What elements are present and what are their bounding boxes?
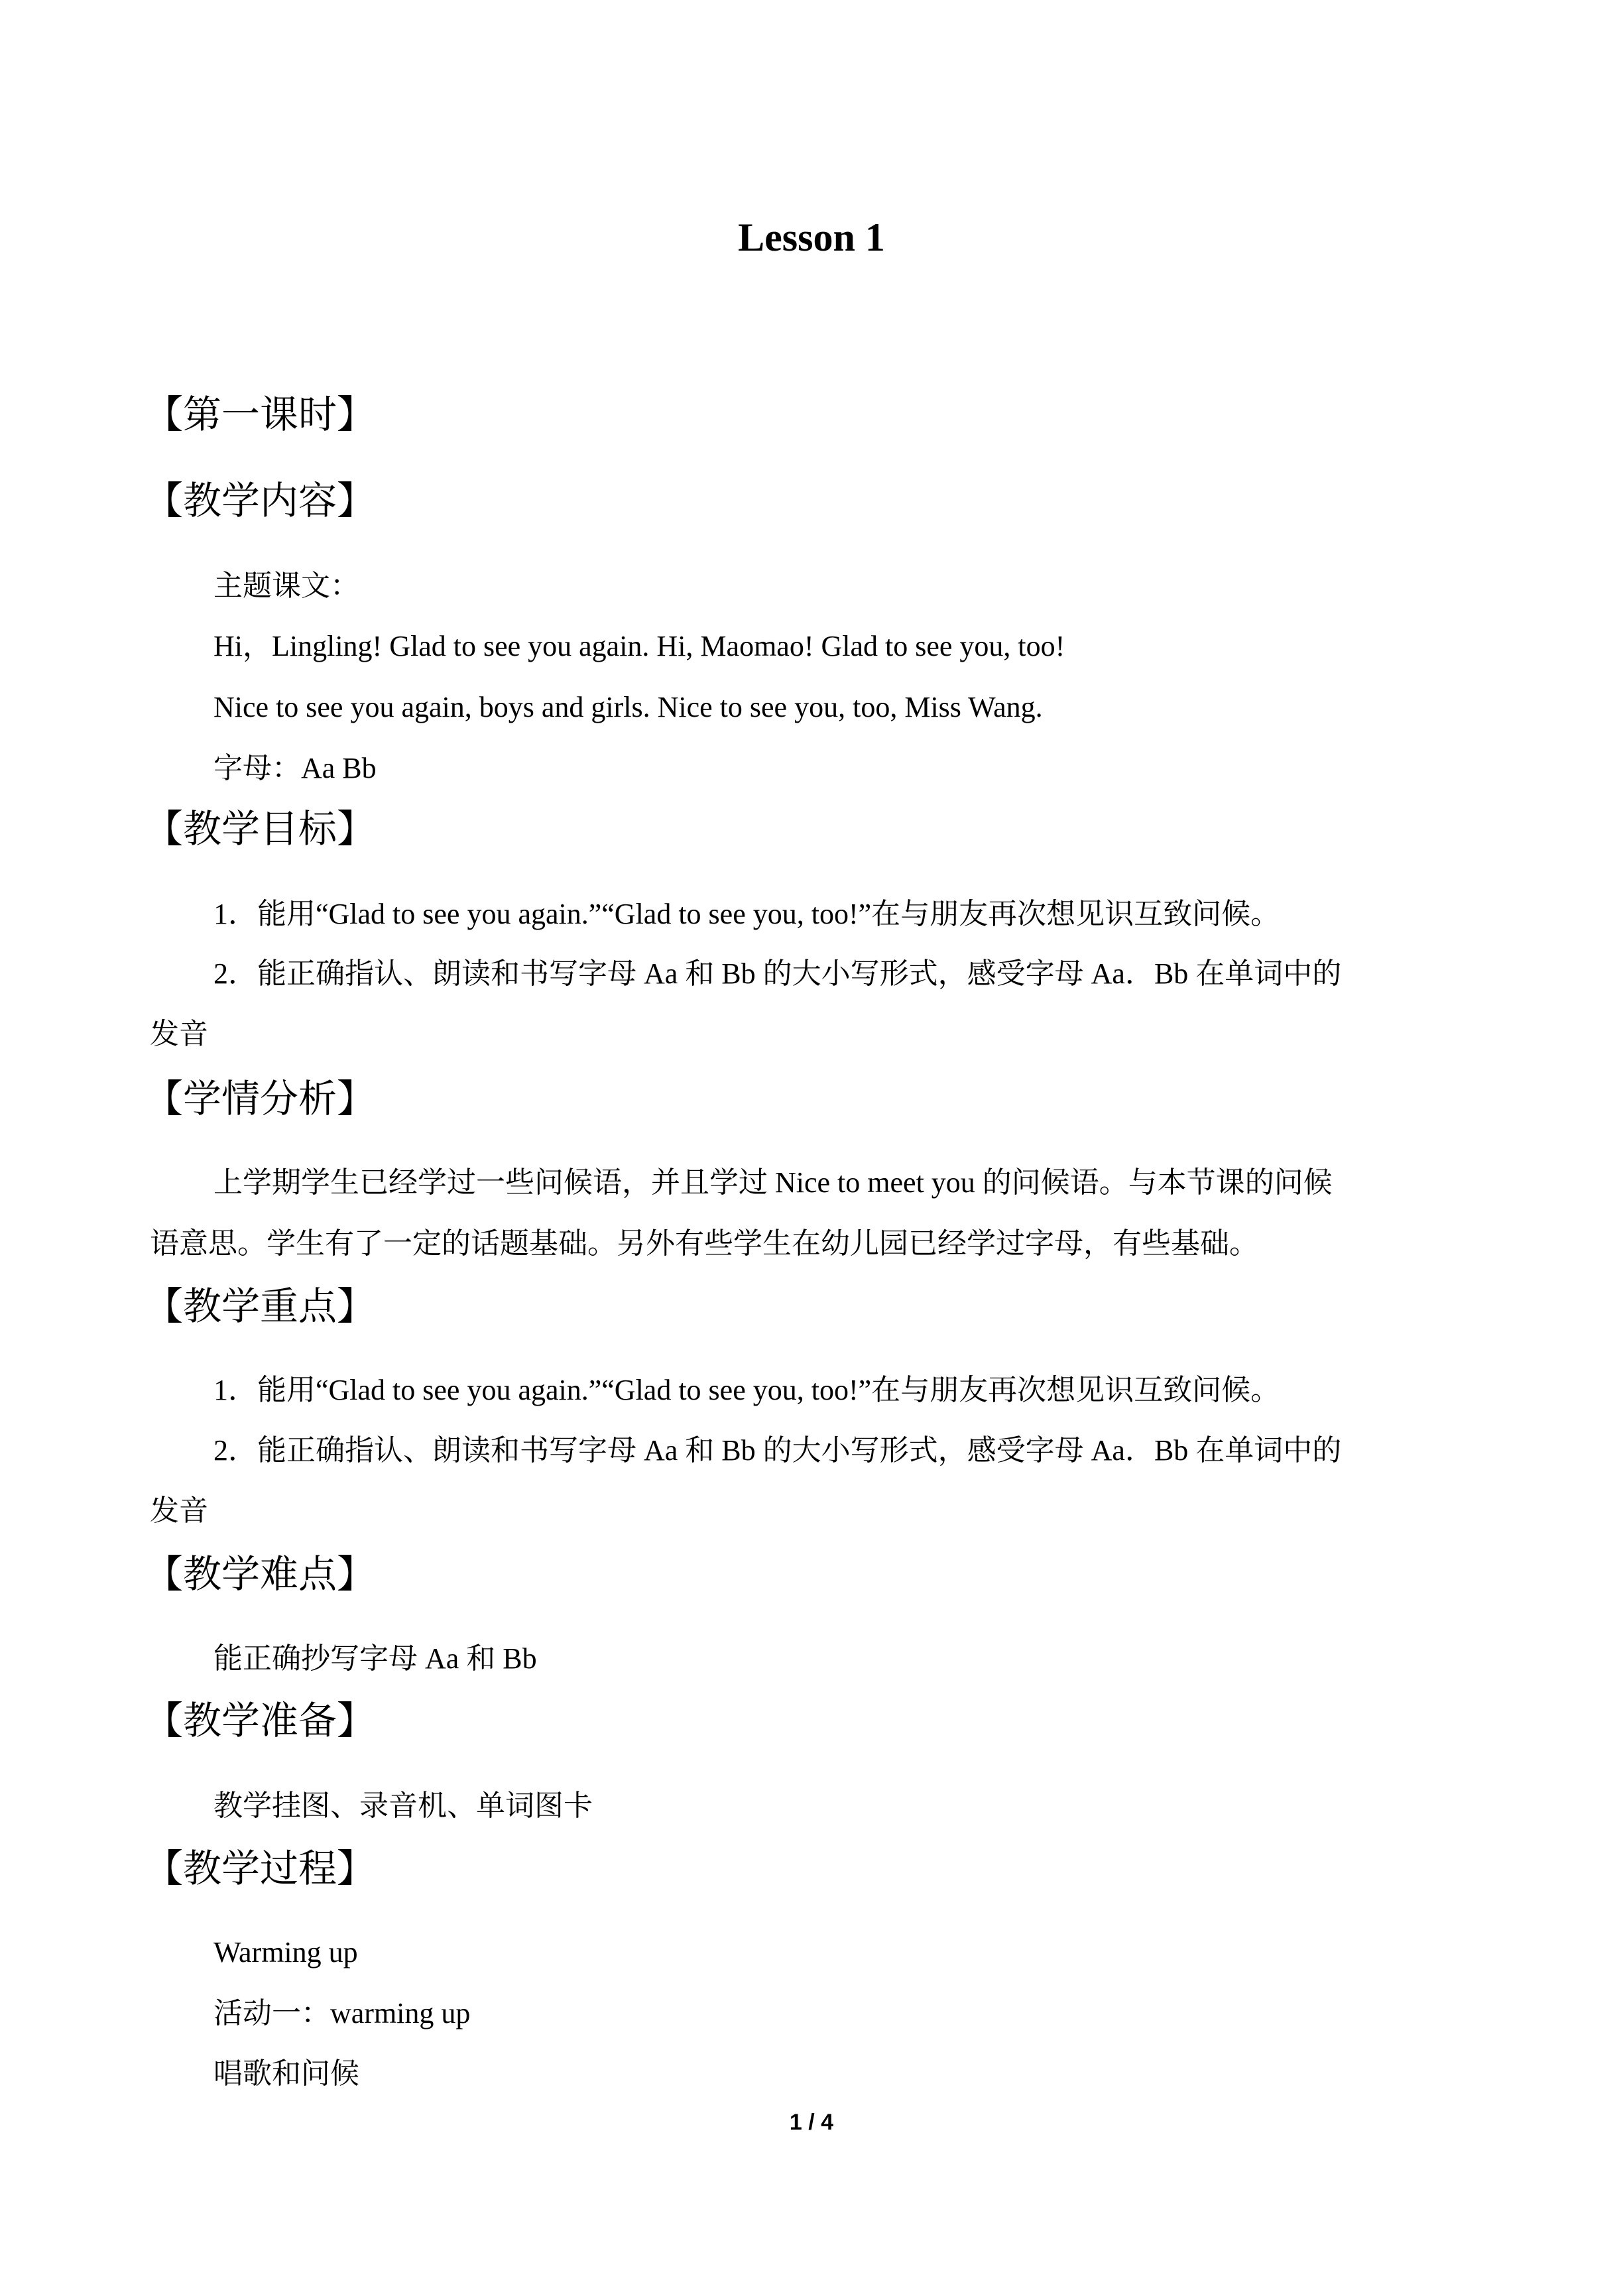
key-point-1: 1．能用“Glad to see you again.”“Glad to see you, too!”在与朋友再次想见识互致问候。 bbox=[213, 1374, 1280, 1406]
content-letters: 字母：Aa Bb bbox=[213, 752, 377, 784]
content-dialogue-line-2: Nice to see you again, boys and girls. Nice to see you, too, Miss Wang. bbox=[213, 691, 1043, 723]
goal-2-continued: 发音 bbox=[150, 1018, 208, 1050]
heading-preparation: 【教学准备】 bbox=[145, 1698, 376, 1743]
difficulty-line: 能正确抄写字母 Aa 和 Bb bbox=[213, 1642, 537, 1675]
heading-teaching-process: 【教学过程】 bbox=[145, 1846, 376, 1891]
heading-teaching-goals: 【教学目标】 bbox=[145, 806, 376, 851]
goal-2: 2．能正确指认、朗读和书写字母 Aa 和 Bb 的大小写形式，感受字母 Aa．Bb 在单词中的 bbox=[213, 957, 1342, 990]
heading-difficulty: 【教学难点】 bbox=[145, 1551, 376, 1597]
process-warming-up: Warming up bbox=[213, 1936, 358, 1968]
goal-1: 1．能用“Glad to see you again.”“Glad to see you, too!”在与朋友再次想见识互致问候。 bbox=[213, 898, 1280, 930]
heading-student-analysis: 【学情分析】 bbox=[145, 1076, 376, 1121]
content-topic-label: 主题课文： bbox=[213, 570, 359, 602]
heading-first-period: 【第一课时】 bbox=[145, 392, 376, 437]
heading-key-points: 【教学重点】 bbox=[145, 1284, 376, 1329]
key-point-2: 2．能正确指认、朗读和书写字母 Aa 和 Bb 的大小写形式，感受字母 Aa．Bb 在单词中的 bbox=[213, 1434, 1342, 1467]
lesson-title: Lesson 1 bbox=[738, 215, 885, 259]
process-sing-greet: 唱歌和问候 bbox=[213, 2057, 359, 2090]
page-number: 1 / 4 bbox=[789, 2110, 834, 2135]
process-activity-1: 活动一：warming up bbox=[213, 1997, 471, 2029]
analysis-line-2: 语意思。学生有了一定的话题基础。另外有些学生在幼儿园已经学过字母，有些基础。 bbox=[150, 1227, 1258, 1260]
heading-teaching-content: 【教学内容】 bbox=[145, 478, 376, 523]
preparation-line: 教学挂图、录音机、单词图卡 bbox=[213, 1789, 593, 1822]
analysis-line-1: 上学期学生已经学过一些问候语，并且学过 Nice to meet you 的问候语。与本节课的问候 bbox=[213, 1166, 1333, 1199]
content-dialogue-line-1: Hi，Lingling! Glad to see you again. Hi, Maomao! Glad to see you, too! bbox=[213, 630, 1065, 662]
key-point-2-continued: 发音 bbox=[150, 1494, 208, 1527]
